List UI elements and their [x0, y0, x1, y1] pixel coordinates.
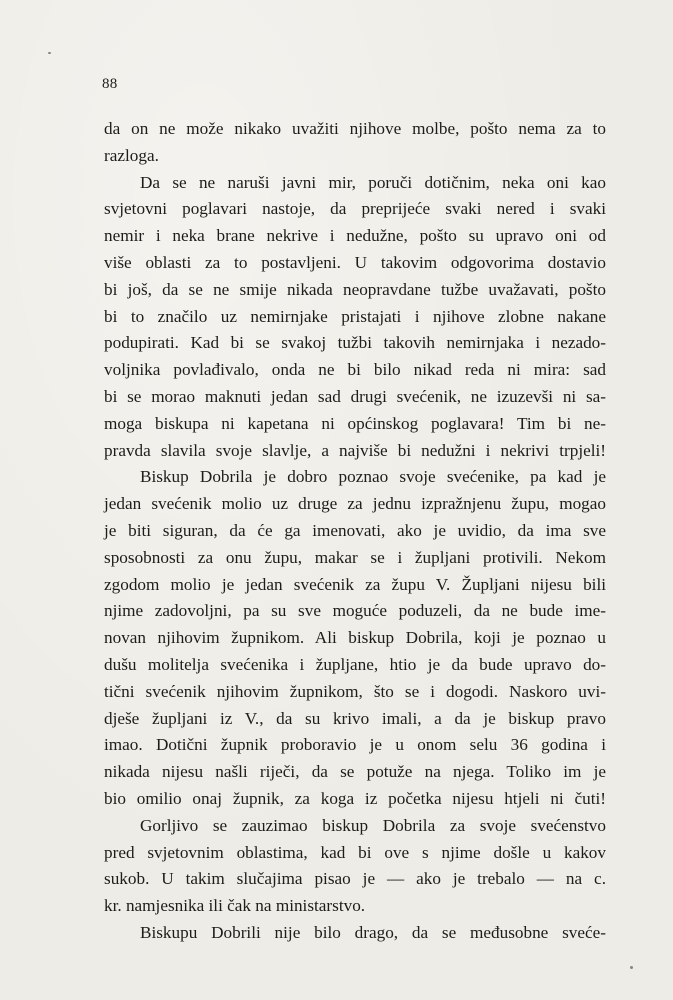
text-line: bi to značilo uz nemirnjake pristajati i njihove zlobne nakane [104, 306, 606, 326]
text-line: Biskupu Dobrili nije bilo drago, da se međusobne sveće- [140, 922, 606, 942]
text-line: sposobnosti za onu župu, makar se i župljani protivili. Nekom [104, 547, 606, 567]
text-line: svjetovni poglavari nastoje, da preprijeće svaki nered i svaki [104, 199, 606, 219]
text-line: zgodom molio je jedan svećenik za župu V. Župljani nijesu bili [104, 574, 606, 594]
print-speck [630, 966, 633, 969]
body-text [104, 116, 606, 947]
text-line: tični svećenik njihovim župnikom, što se i dogodi. Naskoro uvi- [104, 681, 606, 701]
page-number: 88 [102, 76, 118, 92]
text-line: nikada nijesu našli riječi, da se potuže na njega. Toliko im je [104, 762, 606, 782]
text-line: je biti siguran, da će ga imenovati, ako je uvidio, da ima sve [104, 520, 606, 540]
text-line: Biskup Dobrila je dobro poznao svoje svećenike, pa kad je [140, 467, 606, 487]
text-line: kr. namjesnika ili čak na ministarstvo. [104, 896, 366, 916]
text-line: dušu molitelja svećenika i župljane, htio je da bude upravo do- [104, 654, 606, 674]
text-line: jedan svećenik molio uz druge za jednu izpražnjenu župu, mogao [104, 494, 606, 514]
text-line: Da se ne naruši javni mir, poruči dotičnim, neka oni kao [140, 172, 606, 192]
text-line: novan njihovim župnikom. Ali biskup Dobrila, koji je poznao u [104, 628, 606, 648]
text-line: pravda slavila svoje slavlje, a najviše bi nedužni i nekrivi trpjeli! [104, 440, 606, 460]
text-line: bio omilio onaj župnik, za koga iz početka nijesu htjeli ni čuti! [104, 788, 606, 808]
text-line: Gorljivo se zauzimao biskup Dobrila za svoje svećenstvo [140, 815, 606, 835]
text-line: moga biskupa ni kapetana ni općinskog poglavara! Tim bi ne- [104, 413, 606, 433]
text-line: sukob. U takim slučajima pisao je — ako je trebalo — na c. [104, 869, 606, 889]
text-line: da on ne može nikako uvažiti njihove molbe, pošto nema za to [104, 119, 606, 138]
text-line: dješe župljani iz V., da su krivo imali, a da je biskup pravo [104, 708, 606, 728]
text-line: njime zadovoljni, pa su sve moguće poduzeli, da ne bude ime- [104, 601, 606, 621]
print-speck [48, 52, 51, 54]
text-line: podupirati. Kad bi se svakoj tužbi takovih nemirnjaka i nezado- [104, 333, 606, 353]
text-line: razloga. [104, 145, 159, 165]
text-line: bi još, da se ne smije nikada neopravdane tužbe uvažavati, pošto [104, 279, 606, 299]
text-line: nemir i neka brane nekrive i nedužne, pošto su upravo oni od [104, 226, 606, 246]
text-line: pred svjetovnim oblastima, kad bi ove s njime došle u kakov [104, 842, 606, 862]
text-line: više oblasti za to postavljeni. U takovim odgovorima dostavio [104, 252, 606, 272]
text-line: imao. Dotični župnik proboravio je u onom selu 36 godina i [104, 735, 606, 755]
text-line: voljnika povlađivalo, onda ne bi bilo nikad reda ni mira: sad [104, 360, 606, 380]
text-line: bi se morao maknuti jedan sad drugi svećenik, ne izuzevši ni sa- [104, 386, 606, 406]
